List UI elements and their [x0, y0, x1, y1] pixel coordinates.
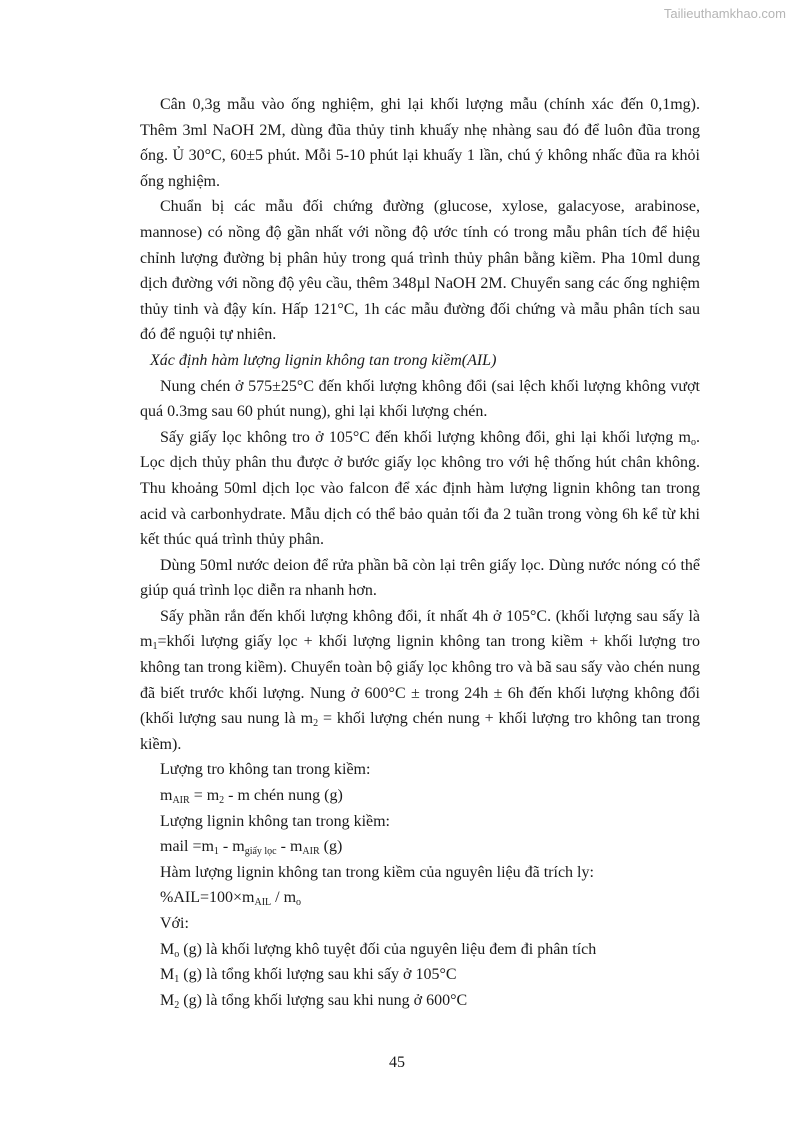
document-body [140, 92, 700, 1013]
formula-label-ash: Lượng tro không tan trong kiềm: [160, 761, 371, 779]
paragraph-filter-paper: Sấy giấy lọc không tro ở 105°C đến khối lượng không đổi, ghi lại khối lượng $m_o$. Lọc dịch thủy phân thu được ở bước giấy lọc không tro với hệ thống hút chân không. Thu khoảng 50ml dịch lọc vào falcon để xác định hàm lượng lignin không tan trong acid và carbonhydrate. Mẫu dịch có thể bảo quản tối đa 2 tuần trong vòng 6h kể từ khi kết thúc quá trình thủy phân. [140, 428, 700, 549]
formula-ail-percent: $\%AIL=100\times m_{AIL} / m_o$ [160, 889, 302, 909]
definition-m1: $M_1$ (g) là tổng khối lượng sau khi sấy ở 105°C [160, 966, 457, 986]
formula-lignin: mail $=m_1 - m_{giấy lọc} - m_{AIR}$ (g) [160, 838, 343, 858]
section-heading-ail: Xác định hàm lượng lignin không tan trong kiềm(AIL) [150, 351, 497, 369]
page-number: 45 [389, 1054, 405, 1071]
paragraph-sugar-controls: Chuẩn bị các mẫu đối chứng đường (glucose, xylose, galacyose, arabinose, mannose) có nồng độ gần nhất với nồng độ ước tính có trong mẫu phân tích để hiệu chỉnh lượng đường bị phân hủy trong quá trình thủy phân bằng kiềm. Pha 10ml dung dịch đường với nồng độ yêu cầu, thêm 348µl NaOH 2M. Chuyển sang các ống nghiệm thủy tinh và đậy kín. Hấp 121°C, 1h các mẫu đường đối chứng và mẫu phân tích sau đó để nguội tự nhiên. [140, 198, 700, 344]
formula-ash: $m_{AIR} = m_2 - m$ chén nung (g) [160, 787, 343, 807]
paragraph-sample-weighing: Cân 0,3g mẫu vào ống nghiệm, ghi lại khối lượng mẫu (chính xác đến 0,1mg). Thêm 3ml NaOH 2M, dùng đũa thủy tinh khuấy nhẹ nhàng sau đó để luôn đũa trong ống. Ủ 30°C, 60±5 phút. Mỗi 5-10 phút lại khuấy 1 lần, chú ý không nhấc đũa ra khỏi ống nghiệm. [140, 96, 700, 190]
paragraph-washing: Dùng 50ml nước deion để rửa phần bã còn lại trên giấy lọc. Dùng nước nóng có thể giúp quá trình lọc diễn ra nhanh hơn. [140, 556, 700, 600]
paragraph-crucible: Nung chén ở 575±25°C đến khối lượng không đổi (sai lệch khối lượng không vượt quá 0.3mg sau 60 phút nung), ghi lại khối lượng chén. [140, 377, 700, 421]
formula-label-lignin: Lượng lignin không tan trong kiềm: [160, 812, 390, 830]
definition-m2: $M_2$ (g) là tổng khối lượng sau khi nung ở 600°C [160, 991, 468, 1011]
watermark: Tailieuthamkhao.com [663, 6, 786, 21]
formula-label-content: Hàm lượng lignin không tan trong kiềm của nguyên liệu đã trích ly: [160, 863, 594, 881]
definitions-intro: Với: [160, 915, 189, 932]
definition-mo: $M_o$ (g) là khối lượng khô tuyệt đối của nguyên liệu đem đi phân tích [160, 940, 597, 960]
paragraph-drying: Sấy phần rắn đến khối lượng không đổi, ít nhất 4h ở 105°C. (khối lượng sau sấy là $m_1=khối$ lượng giấy lọc + khối lượng lignin không tan trong kiềm + khối lượng tro không tan trong kiềm). Chuyển toàn bộ giấy lọc không tro và bã sau sấy vào chén nung đã biết trước khối lượng. Nung ở 600°C ± trong 24h ± 6h đến khối lượng không đổi (khối lượng sau nung là $m_2$ = khối lượng chén nung + khối lượng tro không tan trong kiềm). [140, 607, 701, 753]
